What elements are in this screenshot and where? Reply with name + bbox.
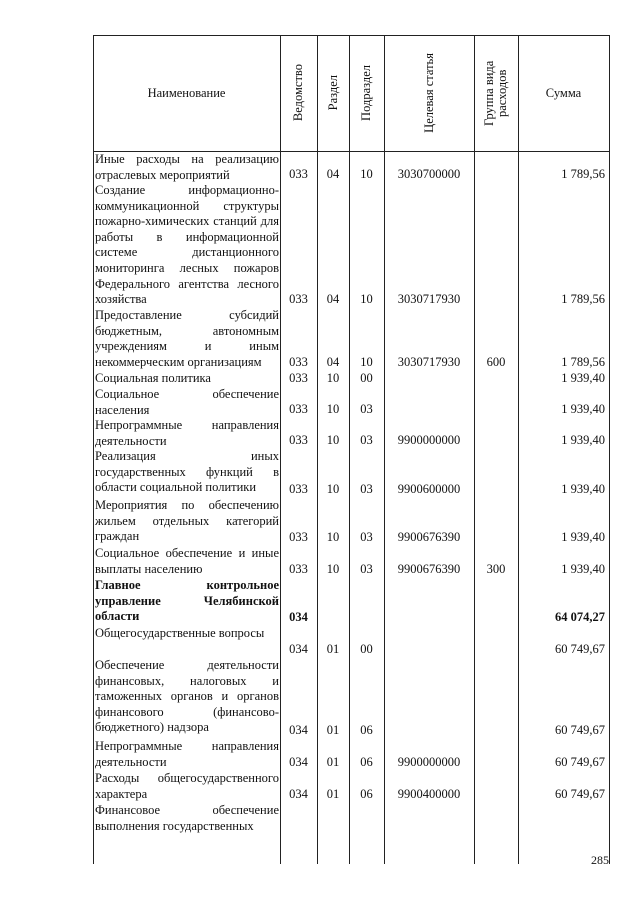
- row-name: Социальное обеспечение населения: [95, 387, 279, 417]
- row-name: Финансовое обеспечение выполнения государственных: [95, 803, 279, 833]
- row-target: 9900676390: [397, 562, 461, 576]
- header-name-label: Наименование: [147, 85, 226, 100]
- row-section: 10: [326, 482, 340, 496]
- row-subsection: 06: [360, 723, 373, 737]
- row-name: Предоставление субсидий бюджетным, автономным учреждениям и иным некоммерческим организациям: [95, 308, 279, 369]
- row-subsection: 10: [360, 355, 373, 369]
- page-number: 285: [591, 853, 609, 867]
- column-divider: [384, 35, 385, 864]
- row-group: 300: [486, 562, 506, 576]
- column-divider: [349, 35, 350, 864]
- row-sum: 60 749,67: [555, 787, 605, 801]
- header-subsection: [349, 35, 384, 151]
- row-section: 01: [326, 755, 340, 769]
- row-section: 04: [326, 355, 340, 369]
- row-sum: 1 789,56: [561, 167, 605, 181]
- row-name: Реализация иных государственных функций в области социальной политики: [95, 449, 279, 495]
- row-name: Общегосударственные вопросы: [95, 626, 265, 640]
- column-divider: [280, 35, 281, 864]
- row-target: 3030700000: [397, 167, 461, 181]
- row-name: Социальная политика: [95, 371, 211, 385]
- row-sum: 64 074,27: [555, 610, 605, 624]
- table-border-left: [93, 35, 94, 864]
- column-divider: [518, 35, 519, 864]
- row-sum: 1 939,40: [561, 530, 605, 544]
- row-subsection: 03: [360, 482, 373, 496]
- header-sum: [518, 35, 609, 151]
- row-sum: 1 939,40: [561, 371, 605, 385]
- header-target-label: Целевая статья: [421, 53, 436, 133]
- header-dept: [280, 35, 317, 151]
- row-name: Непрограммные направления деятельности: [95, 739, 279, 769]
- row-section: 04: [326, 167, 340, 181]
- row-name: Иные расходы на реализацию отраслевых мероприятий: [95, 152, 279, 182]
- column-divider: [317, 35, 318, 864]
- row-section: 10: [326, 562, 340, 576]
- header-target: [384, 35, 474, 151]
- row-target: 3030717930: [397, 292, 461, 306]
- header-sum-label: Сумма: [545, 85, 582, 100]
- row-dept: 033: [289, 292, 308, 306]
- row-dept: 034: [289, 755, 308, 769]
- row-dept: 033: [289, 482, 308, 496]
- row-target: 9900000000: [397, 755, 461, 769]
- row-name: Расходы общегосударственного характера: [95, 771, 279, 801]
- row-section: 10: [326, 402, 340, 416]
- row-group: 600: [486, 355, 506, 369]
- row-subsection: 03: [360, 433, 373, 447]
- row-sum: 1 939,40: [561, 482, 605, 496]
- row-name: Социальное обеспечение и иные выплаты населению: [95, 546, 279, 576]
- row-subsection: 00: [360, 371, 373, 385]
- row-section: 10: [326, 433, 340, 447]
- header-section-label: Раздел: [325, 75, 340, 111]
- row-sum: 60 749,67: [555, 642, 605, 656]
- budget-table: [93, 35, 610, 864]
- row-section: 04: [326, 292, 340, 306]
- row-dept: 034: [289, 723, 308, 737]
- header-name: [93, 35, 280, 151]
- row-dept: 033: [289, 355, 308, 369]
- header-group: [474, 35, 518, 151]
- row-sum: 1 939,40: [561, 433, 605, 447]
- header-subsection-label: Подраздел: [359, 65, 373, 121]
- table-border-right: [609, 35, 610, 864]
- row-name: Главное контрольное управление Челябинской области: [95, 578, 279, 624]
- row-target: 9900676390: [397, 530, 461, 544]
- header-dept-label: Ведомство: [291, 64, 305, 122]
- row-section: 10: [326, 530, 340, 544]
- row-sum: 1 939,40: [561, 402, 605, 416]
- row-subsection: 06: [360, 755, 373, 769]
- row-section: 01: [326, 642, 340, 656]
- row-target: 9900600000: [397, 482, 461, 496]
- row-sum: 1 789,56: [561, 355, 605, 369]
- row-name: Непрограммные направления деятельности: [95, 418, 279, 448]
- header-section: [317, 35, 349, 151]
- row-dept: 033: [289, 530, 308, 544]
- row-section: 01: [326, 723, 340, 737]
- header-group-label: Группа вида расходов: [482, 60, 509, 126]
- row-name: Создание информационно-коммуникационной структуры пожарно-химических станций для работы в информационной системе дистанционного мониторинга лесных пожаров Федерального агентства лесного хозяйства: [95, 183, 279, 307]
- row-subsection: 10: [360, 167, 373, 181]
- row-section: 01: [326, 787, 340, 801]
- row-subsection: 10: [360, 292, 373, 306]
- row-subsection: 03: [360, 562, 373, 576]
- row-dept: 033: [289, 402, 308, 416]
- row-name: Обеспечение деятельности финансовых, налоговых и таможенных органов и органов финансового (финансово-бюджетного) надзора: [95, 658, 279, 735]
- row-sum: 1 939,40: [561, 562, 605, 576]
- row-subsection: 06: [360, 787, 373, 801]
- row-dept: 034: [289, 610, 308, 624]
- row-dept: 033: [289, 562, 308, 576]
- row-sum: 60 749,67: [555, 723, 605, 737]
- row-name: Мероприятия по обеспечению жильем отдельных категорий граждан: [95, 498, 279, 544]
- row-sum: 1 789,56: [561, 292, 605, 306]
- row-dept: 033: [289, 371, 308, 385]
- row-subsection: 03: [360, 530, 373, 544]
- row-subsection: 03: [360, 402, 373, 416]
- row-dept: 034: [289, 642, 308, 656]
- row-sum: 60 749,67: [555, 755, 605, 769]
- row-dept: 033: [289, 167, 308, 181]
- row-dept: 034: [289, 787, 308, 801]
- row-target: 3030717930: [397, 355, 461, 369]
- row-target: 9900000000: [397, 433, 461, 447]
- column-divider: [474, 35, 475, 864]
- row-dept: 033: [289, 433, 308, 447]
- row-target: 9900400000: [397, 787, 461, 801]
- row-subsection: 00: [360, 642, 373, 656]
- row-section: 10: [326, 371, 340, 385]
